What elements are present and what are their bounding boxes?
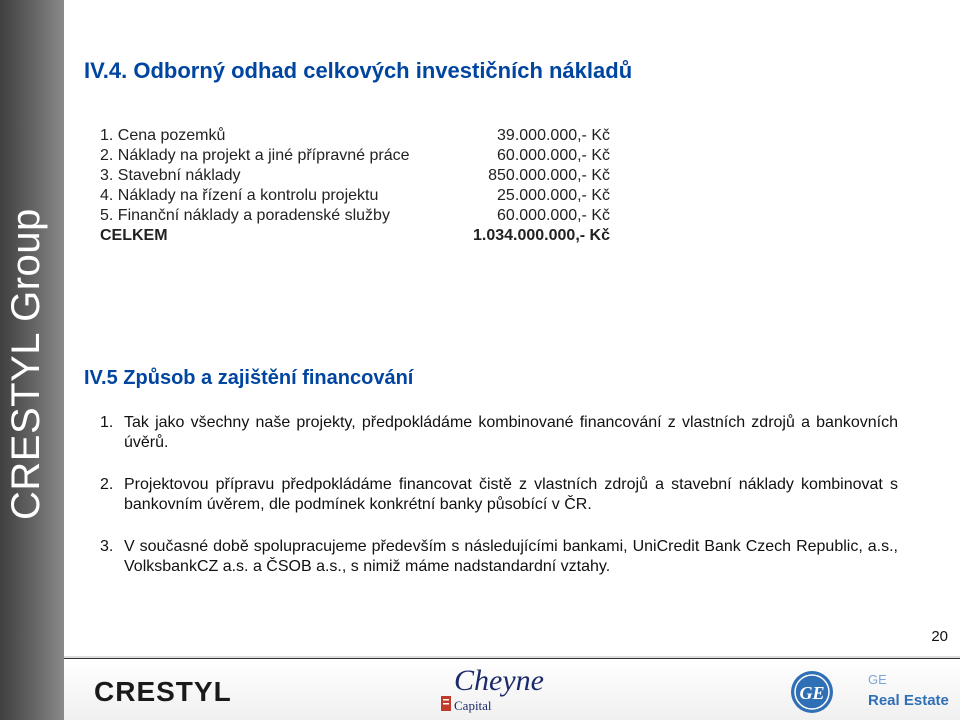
ge-subtitle: Real Estate [868, 692, 949, 709]
paragraph-number: 1. [100, 414, 114, 431]
crestyl-logo-text: CRESTYL [94, 676, 232, 706]
cost-item-label: 1. Cena pozemků [100, 127, 226, 144]
paragraph-number: 2. [100, 476, 114, 493]
section-title-financing: IV.5 Způsob a zajištění financování [84, 367, 414, 389]
ge-monogram-text: GE [799, 683, 825, 703]
sidebar-brand-text: CRESTYL Group [4, 208, 48, 520]
cost-row [100, 206, 610, 226]
paragraph-text: V současné době spolupracujeme především s následujícími bankami, UniCredit Bank Czech Republic, a.s., VolksbankCZ a.s. a ČSOB a.s., s nimiž máme nadstandardní vztahy. [124, 538, 898, 575]
cost-item-amount: 39.000.000,- Kč [497, 127, 610, 144]
cost-item-amount: 850.000.000,- Kč [488, 167, 610, 184]
cost-row [100, 146, 610, 166]
financing-paragraph [100, 413, 898, 453]
cost-item-amount: 60.000.000,- Kč [497, 147, 610, 164]
ge-real-estate-logo [868, 672, 958, 716]
financing-paragraph [100, 475, 898, 515]
sidebar [0, 0, 64, 720]
cheyne-name: Cheyne [454, 664, 544, 697]
cheyne-subtitle: Capital [454, 698, 492, 713]
cost-table [100, 126, 610, 246]
financing-paragraph [100, 537, 898, 577]
cost-total-amount: 1.034.000.000,- Kč [473, 227, 610, 244]
cheyne-mark-icon [440, 694, 452, 712]
cost-item-amount: 25.000.000,- Kč [497, 187, 610, 204]
crestyl-logo [94, 676, 258, 706]
cost-item-label: 2. Náklady na projekt a jiné přípravné práce [100, 147, 410, 164]
paragraph-number: 3. [100, 538, 114, 555]
ge-logo-icon [790, 670, 834, 714]
cost-item-label: 5. Finanční náklady a poradenské služby [100, 207, 390, 224]
cost-row [100, 126, 610, 146]
cost-total-label: CELKEM [100, 227, 168, 244]
cost-row [100, 186, 610, 206]
paragraph-text: Tak jako všechny naše projekty, předpokládáme kombinované financování z vlastních zdrojů a bankovních úvěrů. [124, 414, 898, 451]
paragraph-text: Projektovou přípravu předpokládáme financovat čistě z vlastních zdrojů a stavební náklady kombinovat s bankovním úvěrem, dle podmínek konkrétní banky působící v ČR. [124, 476, 898, 513]
cost-item-label: 4. Náklady na řízení a kontrolu projektu [100, 187, 379, 204]
cost-item-label: 3. Stavební náklady [100, 167, 241, 184]
cost-row [100, 166, 610, 186]
section-title-costs: IV.4. Odborný odhad celkových investičních nákladů [84, 58, 633, 83]
cost-item-amount: 60.000.000,- Kč [497, 207, 610, 224]
ge-label: GE [868, 672, 887, 687]
cost-total-row [100, 226, 610, 246]
page-number: 20 [931, 628, 948, 645]
cheyne-capital-logo [440, 664, 550, 714]
